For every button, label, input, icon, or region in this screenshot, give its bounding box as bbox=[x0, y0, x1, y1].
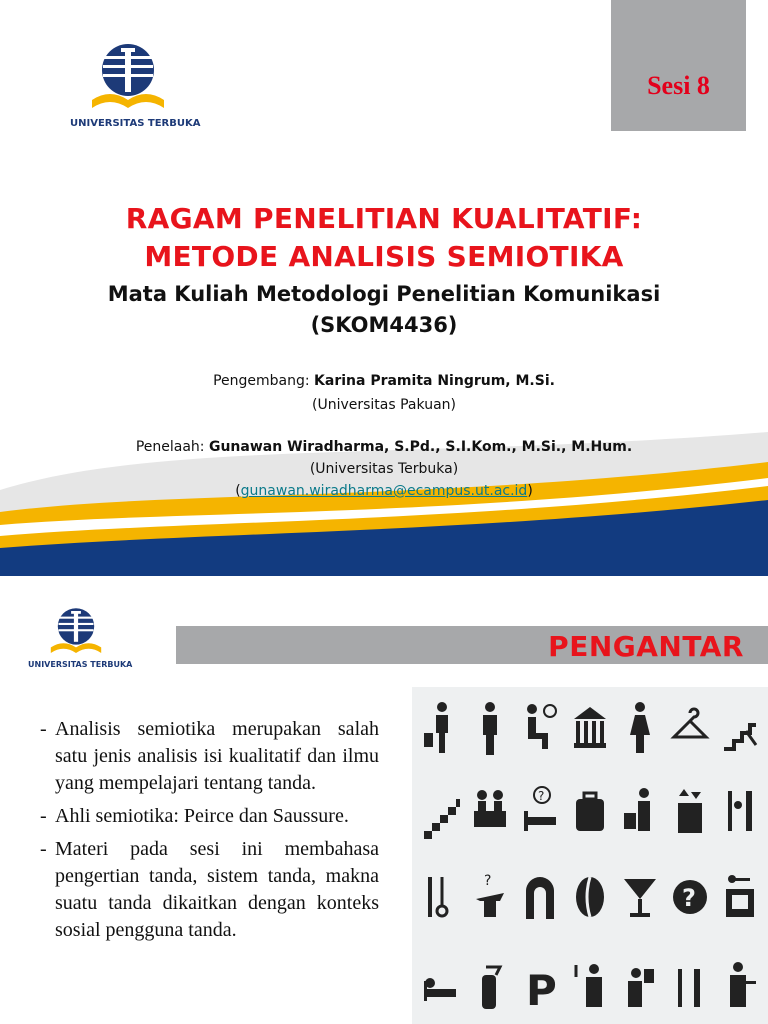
developer-line bbox=[0, 373, 768, 389]
reviewer-name: Gunawan Wiradharma, S.Pd., S.I.Kom., M.Si., M.Hum. bbox=[208, 439, 633, 455]
man-restroom-icon bbox=[470, 701, 510, 755]
session-badge bbox=[611, 0, 746, 131]
section-header bbox=[176, 626, 768, 664]
parking-icon bbox=[520, 959, 560, 1013]
cocktail-icon bbox=[620, 871, 660, 925]
barber-2-icon bbox=[670, 959, 710, 1013]
universitas-terbuka-logo bbox=[70, 38, 201, 134]
email-open-paren: ( bbox=[235, 483, 241, 499]
luggage-icon bbox=[570, 785, 610, 839]
svg-text:?: ? bbox=[538, 789, 545, 803]
reviewer-line bbox=[0, 439, 768, 455]
information-bed-icon bbox=[520, 785, 560, 839]
shower-icon bbox=[570, 959, 610, 1013]
list-item: - Analisis semiotika merupakan salah satu jenis analisis isi kualitatif dan ilmu yang mempelajari tentang tanda. bbox=[40, 716, 379, 797]
svg-text:P: P bbox=[526, 966, 557, 1013]
developer-label: Pengembang: bbox=[213, 373, 315, 389]
reviewer-email-line bbox=[0, 483, 768, 499]
logo-caption: UNIVERSITAS TERBUKA bbox=[70, 118, 201, 129]
reviewer-email-link[interactable]: gunawan.wiradharma@ecampus.ut.ac.id bbox=[240, 483, 528, 499]
title-line-1: RAGAM PENELITIAN KUALITATIF: bbox=[125, 202, 643, 235]
developer-name: Karina Pramita Ningrum, M.Si. bbox=[314, 373, 555, 389]
building-icon bbox=[570, 701, 610, 755]
intro-slide bbox=[0, 586, 768, 1024]
list-item: - Materi pada sesi ini membahasa pengertian tanda, sistem tanda, makna suatu tanda dikaitkan dengan konteks sosial pengguna tanda. bbox=[40, 836, 379, 944]
woman-restroom-icon bbox=[620, 701, 660, 755]
list-item: - Ahli semiotika: Peirce dan Saussure. bbox=[40, 803, 379, 830]
logo-emblem-icon bbox=[70, 38, 186, 118]
porter-icon bbox=[620, 785, 660, 839]
bed-icon bbox=[420, 959, 460, 1013]
scissors-comb-icon bbox=[420, 871, 460, 925]
question-icon bbox=[670, 871, 710, 925]
reviewer-affiliation: (Universitas Terbuka) bbox=[309, 461, 459, 477]
waiter-icon bbox=[720, 959, 760, 1013]
sign-symbols-image bbox=[412, 687, 768, 1024]
podium-icon bbox=[470, 871, 510, 925]
key-locker-icon bbox=[720, 871, 760, 925]
barber-icon bbox=[720, 785, 760, 839]
fire-extinguisher-icon bbox=[470, 959, 510, 1013]
session-label: Sesi 8 bbox=[647, 71, 710, 100]
email-close-paren: ) bbox=[527, 483, 533, 499]
stairs-up-icon bbox=[420, 785, 460, 839]
course-code: (SKOM4436) bbox=[310, 313, 458, 337]
logo-emblem-icon bbox=[28, 604, 124, 660]
universitas-terbuka-logo-small bbox=[28, 604, 133, 674]
reviewer-label: Penelaah: bbox=[135, 439, 209, 455]
svg-text:?: ? bbox=[682, 884, 696, 912]
developer-affiliation: (Universitas Pakuan) bbox=[312, 397, 456, 413]
waiting-room-icon bbox=[520, 701, 560, 755]
section-title: PENGANTAR bbox=[548, 630, 744, 663]
course-name: Mata Kuliah Metodologi Penelitian Komunikasi bbox=[107, 282, 661, 306]
litter-bin-person-icon bbox=[420, 701, 460, 755]
logo-caption: UNIVERSITAS TERBUKA bbox=[28, 660, 133, 669]
coat-hanger-icon bbox=[670, 701, 710, 755]
stairs-down-icon bbox=[720, 701, 760, 755]
arch-door-icon bbox=[520, 871, 560, 925]
reception-desk-icon bbox=[470, 785, 510, 839]
coffee-bean-icon bbox=[570, 871, 610, 925]
slide-separator bbox=[0, 576, 768, 586]
title-line-2: METODE ANALISIS SEMIOTIKA bbox=[144, 240, 624, 273]
bullet-list bbox=[40, 716, 379, 950]
telephone-person-icon bbox=[620, 959, 660, 1013]
elevator-icon bbox=[670, 785, 710, 839]
svg-text:?: ? bbox=[484, 873, 492, 889]
